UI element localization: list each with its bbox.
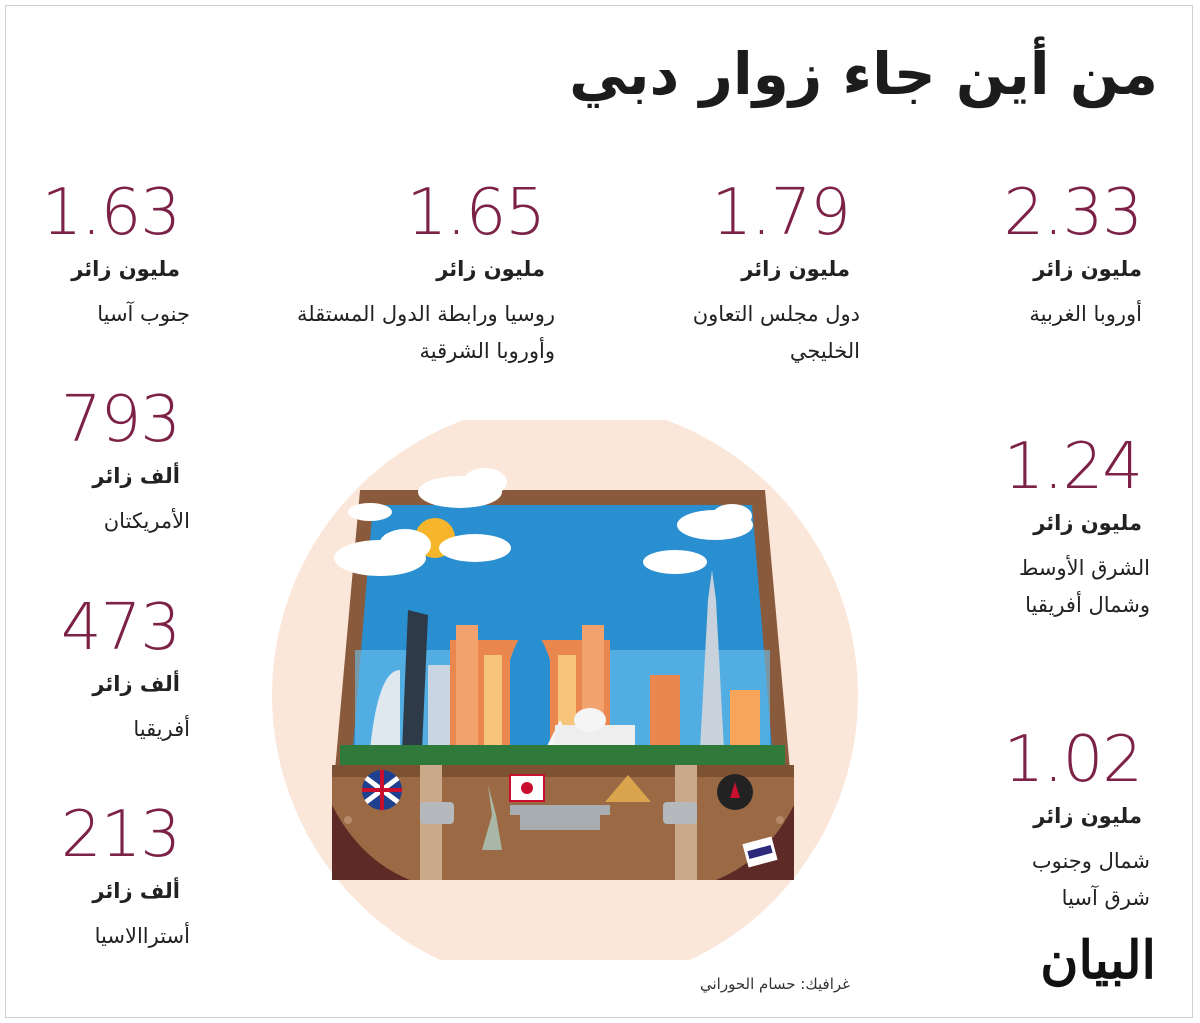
stat-unit: مليون زائر bbox=[741, 257, 850, 281]
page-title: من أين جاء زوار دبي bbox=[569, 40, 1158, 108]
stat-region: أوروبا الغربية bbox=[1029, 302, 1142, 326]
stat-unit: مليون زائر bbox=[71, 257, 180, 281]
graphic-credit: غرافيك: حسام الحوراني bbox=[700, 975, 850, 993]
stat-value: 1.24 bbox=[1003, 430, 1142, 504]
stat-australasia bbox=[20, 800, 190, 955]
stat-region: شمال وجنوب شرق آسيا bbox=[1031, 849, 1150, 910]
stat-unit: ألف زائر bbox=[92, 464, 180, 488]
stat-value: 473 bbox=[60, 591, 180, 665]
stat-unit: مليون زائر bbox=[1033, 257, 1142, 281]
suitcase-illustration bbox=[270, 420, 860, 960]
handle-icon bbox=[510, 805, 610, 830]
stat-ne-se-asia bbox=[950, 725, 1150, 917]
stat-mena bbox=[950, 432, 1150, 624]
publisher-logo: البيان bbox=[1040, 930, 1156, 991]
stat-unit: مليون زائر bbox=[436, 257, 545, 281]
stat-value: 1.65 bbox=[406, 176, 545, 250]
stat-africa bbox=[20, 593, 190, 748]
stat-value: 213 bbox=[60, 798, 180, 872]
stat-value: 1.79 bbox=[711, 176, 850, 250]
stat-unit: مليون زائر bbox=[1033, 511, 1142, 535]
stat-western-europe bbox=[882, 178, 1142, 333]
stat-region: أفريقيا bbox=[133, 717, 190, 741]
stat-region: روسيا ورابطة الدول المستقلة وأوروبا الشرقية bbox=[296, 302, 555, 363]
latch-icon bbox=[420, 802, 454, 824]
stat-gcc bbox=[670, 178, 860, 370]
stat-region: الأمريكتان bbox=[103, 509, 190, 533]
latch-icon bbox=[663, 802, 697, 824]
stat-value: 2.33 bbox=[1003, 176, 1142, 250]
stat-unit: ألف زائر bbox=[92, 879, 180, 903]
stat-value: 793 bbox=[60, 383, 180, 457]
stat-value: 1.02 bbox=[1003, 723, 1142, 797]
stat-region: جنوب آسيا bbox=[97, 302, 190, 326]
stat-unit: ألف زائر bbox=[92, 672, 180, 696]
stat-value: 1.63 bbox=[41, 176, 180, 250]
stat-region: دول مجلس التعاون الخليجي bbox=[692, 302, 860, 363]
stat-americas bbox=[20, 385, 190, 540]
stat-region: أستراالاسيا bbox=[94, 924, 190, 948]
stat-russia-cis bbox=[265, 178, 555, 370]
stat-unit: مليون زائر bbox=[1033, 804, 1142, 828]
stat-south-asia bbox=[20, 178, 190, 333]
stat-region: الشرق الأوسط وشمال أفريقيا bbox=[1018, 556, 1150, 617]
